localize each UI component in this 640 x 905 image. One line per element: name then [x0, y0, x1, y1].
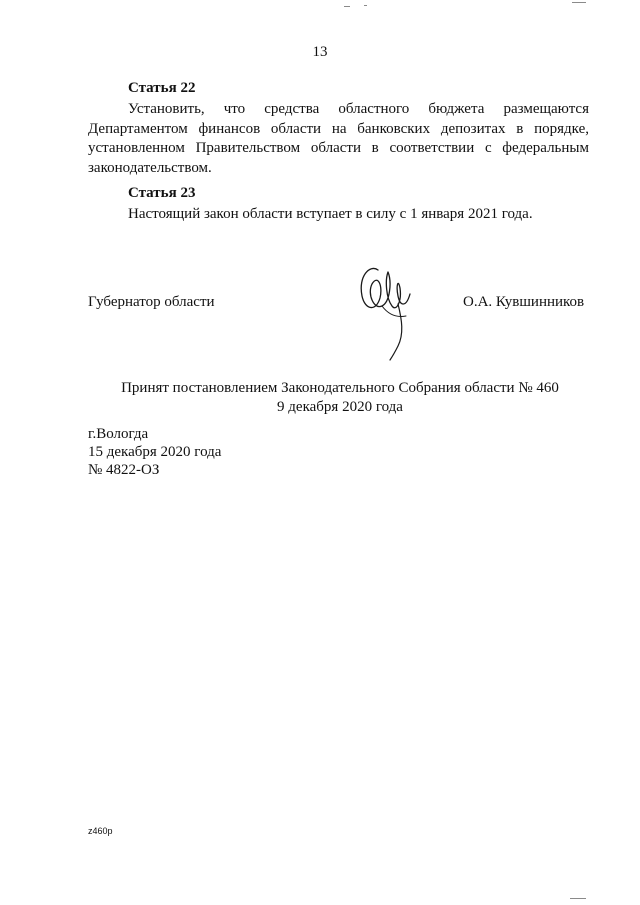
- issue-date: 15 декабря 2020 года: [88, 444, 222, 460]
- article-22-text: Установить, что средства областного бюджета размещаются Департаментом финансов области на банковских депозитах в порядке, установленном Правительством области в соответствии с федеральным законодательством.: [88, 101, 589, 176]
- adoption-resolution: Принят постановлением Законодательного Собрания области № 460: [121, 380, 559, 396]
- footer-code: z460p: [88, 826, 113, 836]
- issue-city: г.Вологда: [88, 426, 149, 442]
- article-22-heading: Статья 22: [128, 80, 196, 96]
- article-23-heading: Статья 23: [128, 185, 196, 201]
- scan-artifact-bottom-right: [570, 898, 586, 899]
- signatory-position: Губернатор области: [88, 294, 215, 310]
- law-number: № 4822-ОЗ: [88, 462, 160, 478]
- signatory-name: О.А. Кувшинников: [463, 294, 585, 310]
- scan-artifact-top-right: [572, 2, 586, 3]
- scan-artifact-top: [364, 5, 367, 6]
- page-number: 13: [312, 44, 328, 60]
- adoption-date: 9 декабря 2020 года: [277, 399, 403, 415]
- signature-image: [352, 262, 414, 362]
- article-23-text: Настоящий закон области вступает в силу с 1 января 2021 года.: [128, 206, 533, 222]
- scan-artifact-top: [344, 6, 350, 7]
